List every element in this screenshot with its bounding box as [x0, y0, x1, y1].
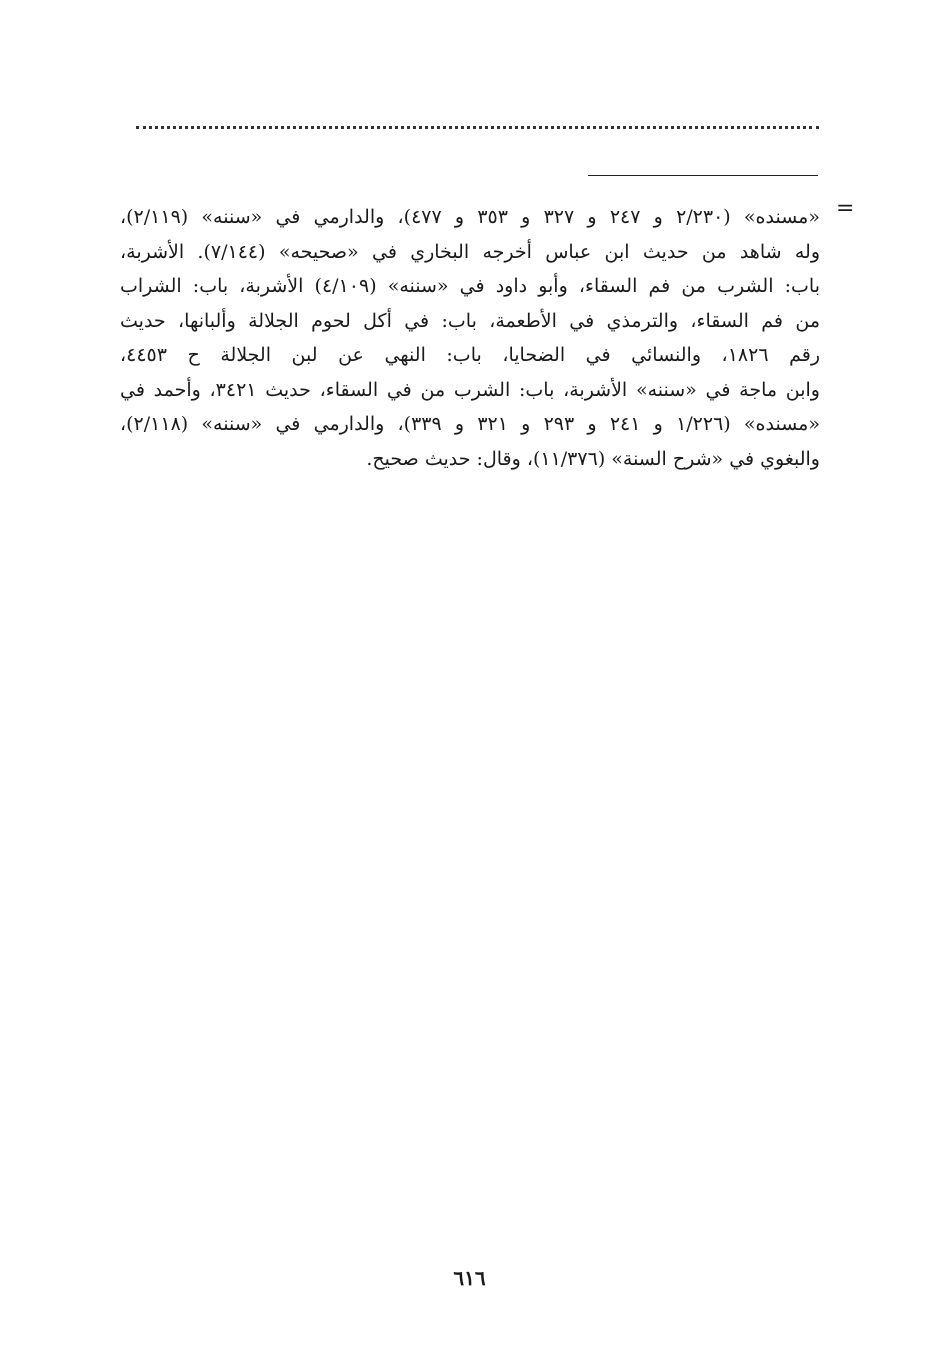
- page-number: ٦١٦: [453, 1266, 486, 1290]
- footnote-line: والبغوي في «شرح السنة» (١١/٣٧٦)، وقال: حديث صحيح.: [366, 447, 820, 470]
- footnote-line: وابن ماجة في «سننه» الأشربة، باب: الشرب من في السقاء، حديث ٣٤٢١، وأحمد في: [120, 378, 820, 401]
- footnote-line: وله شاهد من حديث ابن عباس أخرجه البخاري في «صحيحه» (٧/١٤٤). الأشربة،: [120, 240, 820, 263]
- footnote-line: «مسنده» (٢/٢٣٠ و ٢٤٧ و ٣٢٧ و ٣٥٣ و ٤٧٧)، والدارمي في «سننه» (٢/١١٩)،: [120, 206, 820, 228]
- footnote-line: رقم ١٨٢٦، والنسائي في الضحايا، باب: النهي عن لبن الجلالة ح ٤٤٥٣،: [120, 344, 820, 366]
- footnote-line: باب: الشرب من فم السقاء، وأبو داود في «سننه» (٤/١٠٩) الأشربة، باب: الشراب: [120, 275, 820, 297]
- continuation-mark: =: [836, 196, 855, 221]
- footnote-line: «مسنده» (١/٢٢٦ و ٢٤١ و ٢٩٣ و ٣٢١ و ٣٣٩)، والدارمي في «سننه» (٢/١١٨)،: [120, 413, 820, 435]
- footnote-line: من فم السقاء، والترمذي في الأطعمة، باب: في أكل لحوم الجلالة وألبانها، حديث: [120, 309, 820, 332]
- dotted-separator: [136, 126, 819, 129]
- footnote-text: [120, 200, 820, 476]
- footnote-separator: [588, 175, 818, 176]
